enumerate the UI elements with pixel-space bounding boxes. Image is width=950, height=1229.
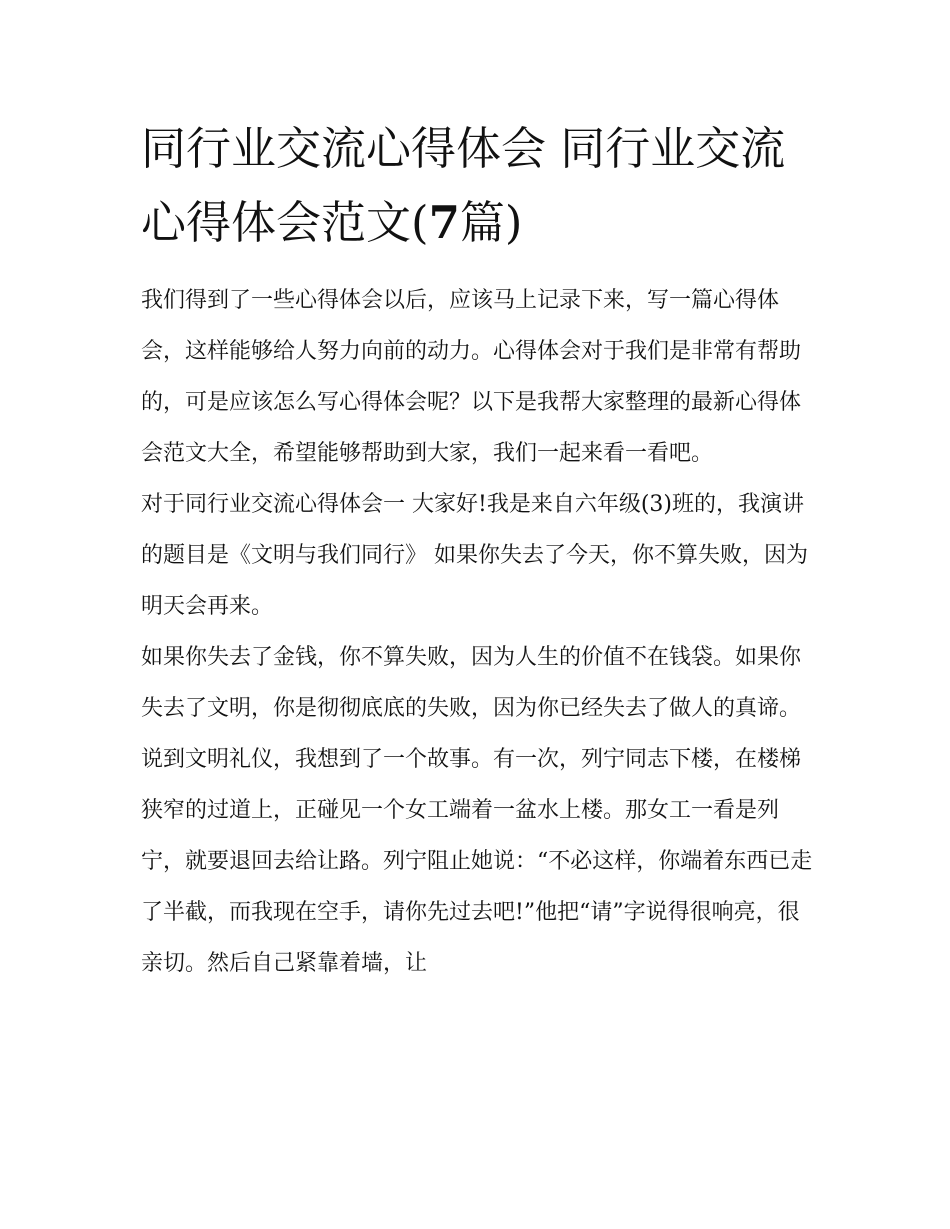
paragraph-lenin-story: 说到文明礼仪，我想到了一个故事。有一次，列宁同志下楼，在楼梯狭窄的过道上，正碰见一个女工端着一盆水上楼。那女工一看是列宁，就要退回去给让路。列宁阻止她说：“不必这样，你端着东西已走了半截，而我现在空手，请你先过去吧!”他把“请”字说得很响亮，很亲切。然后自己紧靠着墙，让 <box>141 747 813 976</box>
title-text-part1: 同行业交流心得体会 同行业交流心得体会范文( <box>141 122 786 249</box>
title-text-part2: 篇) <box>459 196 523 249</box>
document-body <box>141 275 821 989</box>
document-title <box>141 112 821 260</box>
paragraph-speech-opening: 对于同行业交流心得体会一 大家好!我是来自六年级(3)班的，我演讲的题目是《文明与我们同行》 如果你失去了今天，你不算失败，因为明天会再来。 <box>141 492 808 619</box>
paragraph-civility-value: 如果你失去了金钱，你不算失败，因为人生的价值不在钱袋。如果你失去了文明，你是彻彻底底的失败，因为你已经失去了做人的真谛。 <box>141 645 802 721</box>
paragraph-intro: 我们得到了一些心得体会以后，应该马上记录下来，写一篇心得体会，这样能够给人努力向前的动力。心得体会对于我们是非常有帮助的，可是应该怎么写心得体会呢？以下是我帮大家整理的最新心得体会范文大全，希望能够帮助到大家，我们一起来看一看吧。 <box>141 288 802 466</box>
title-number: 7 <box>428 196 460 249</box>
